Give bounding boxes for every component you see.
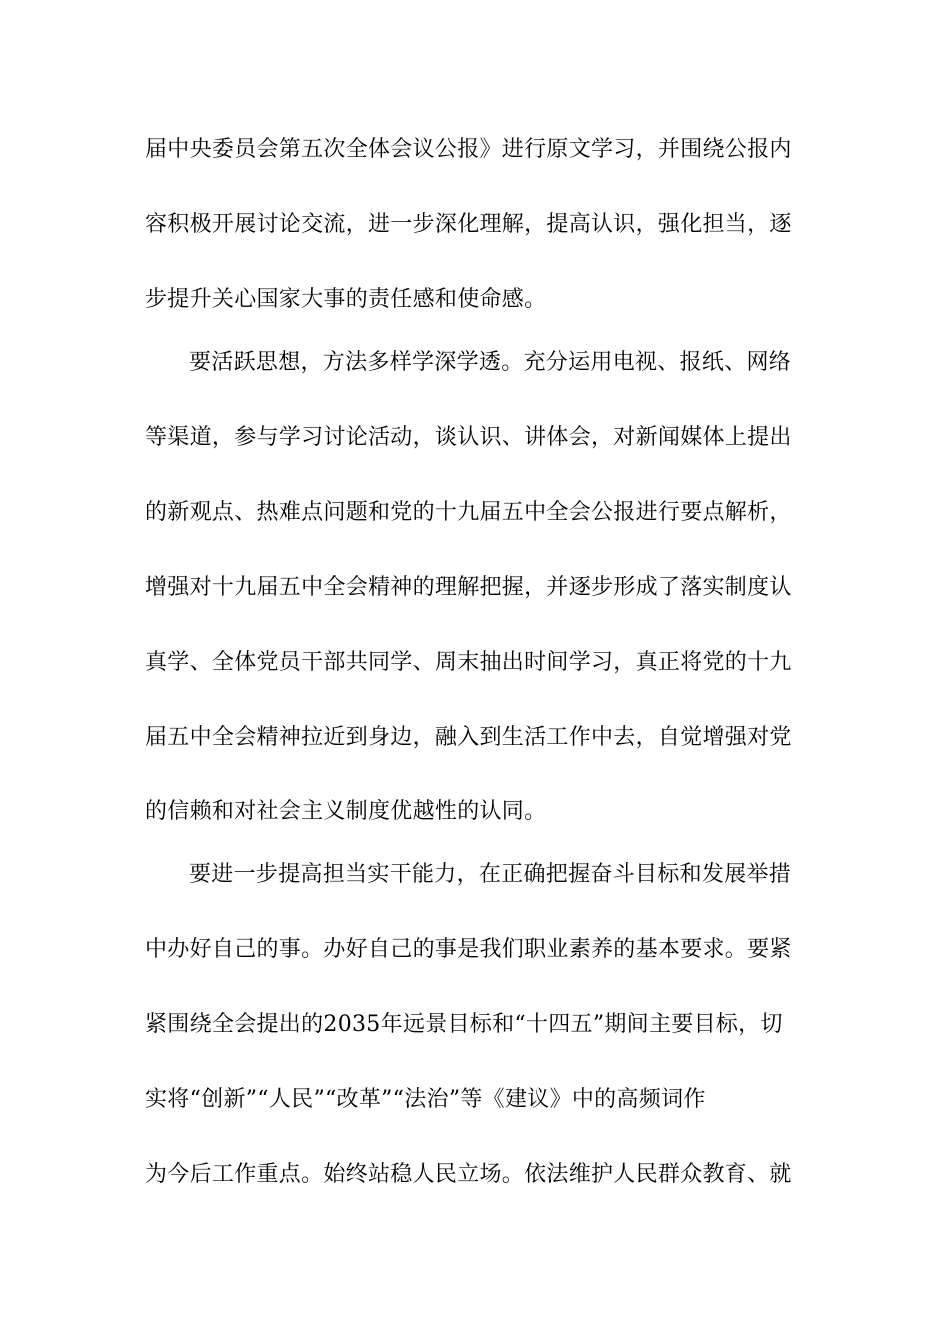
text-line: 的信赖和对社会主义制度优越性的认同。	[145, 799, 547, 824]
text-line: 增强对十九届五中全会精神的理解把握，并逐步形成了落实制度认	[145, 575, 792, 600]
paragraph-first-line: 要活跃思想，方法多样学深学透。充分运用电视、报纸、网络	[189, 350, 792, 375]
paragraph-first-line: 要进一步提高担当实干能力，在正确把握奋斗目标和发展举措	[189, 862, 792, 887]
text-line: 中办好自己的事。办好自己的事是我们职业素养的基本要求。要紧	[145, 937, 792, 962]
text-line: 真学、全体党员干部共同学、周末抽出时间学习，真正将党的十九	[145, 650, 792, 675]
text-line: 容积极开展讨论交流，进一步深化理解，提高认识，强化担当，逐	[145, 212, 792, 237]
text-line: 等渠道，参与学习讨论活动，谈认识、讲体会，对新闻媒体上提出	[145, 425, 792, 450]
text-line: 届中央委员会第五次全体会议公报》进行原文学习，并围绕公报内	[145, 137, 792, 162]
text-line: 的新观点、热难点问题和党的十九届五中全会公报进行要点解析，	[145, 500, 792, 525]
text-line: 紧围绕全会提出的2035年远景目标和“十四五”期间主要目标，切	[145, 1012, 783, 1037]
text-line: 实将“创新”“人民”“改革”“法治”等《建议》中的高频词作	[145, 1087, 706, 1112]
text-line: 届五中全会精神拉近到身边，融入到生活工作中去，自觉增强对党	[145, 725, 792, 750]
text-line: 为今后工作重点。始终站稳人民立场。依法维护人民群众教育、就	[145, 1162, 792, 1187]
text-line: 步提升关心国家大事的责任感和使命感。	[145, 287, 547, 312]
